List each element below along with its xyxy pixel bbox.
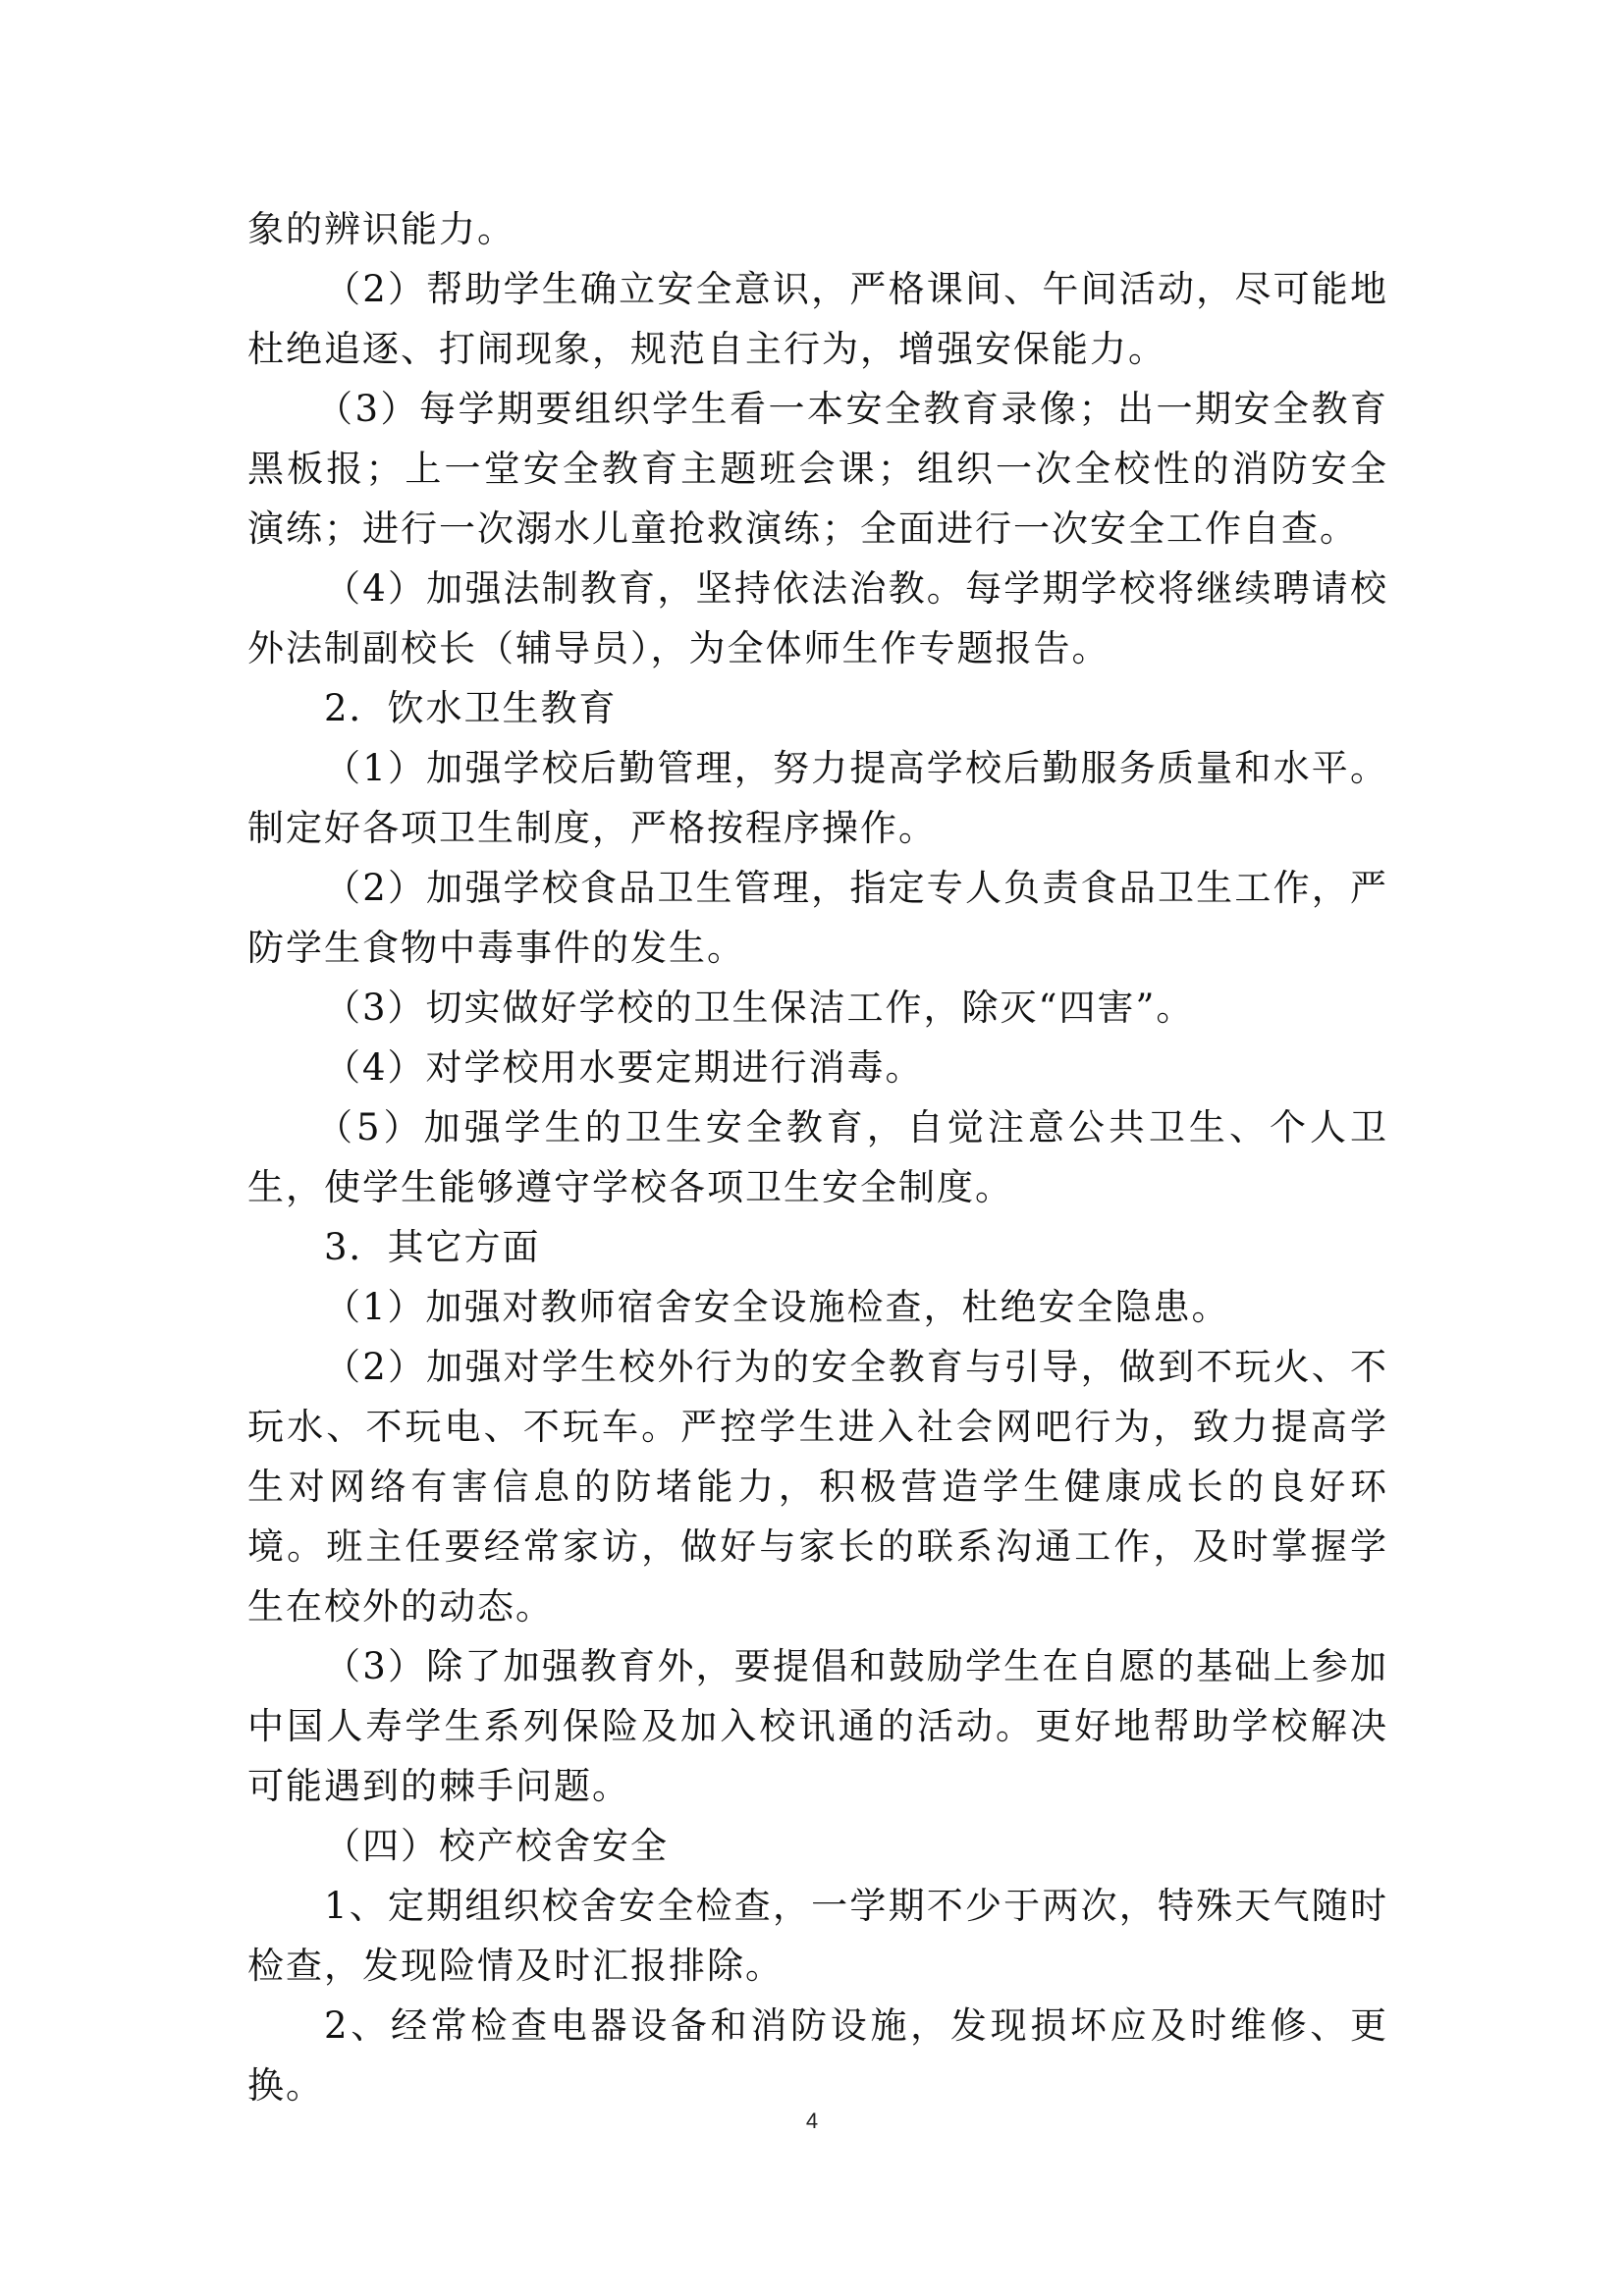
section-heading-other-aspects: 3．其它方面 [324, 1226, 541, 1268]
paragraph-item-4-legal-education: （4）加强法制教育，坚持依法治教。每学期学校将继续聘请校外法制副校长（辅导员），为全体师生作专题报告。 [247, 567, 1388, 669]
paragraph-item-1-dormitory: （1）加强对教师宿舍安全设施检查，杜绝安全隐患。 [324, 1286, 1230, 1328]
paragraph-item-1-logistics: （1）加强学校后勤管理，努力提高学校后勤服务质量和水平。制定好各项卫生制度，严格按程序操作。 [247, 747, 1388, 849]
paragraph-item-3-insurance: （3）除了加强教育外，要提倡和鼓励学生在自愿的基础上参加中国人寿学生系列保险及加入校讯通的活动。更好地帮助学校解决可能遇到的棘手问题。 [247, 1645, 1388, 1807]
section-heading-school-property: （四）校产校舍安全 [324, 1825, 669, 1867]
paragraph-item-5-hygiene-education: （5）加强学生的卫生安全教育，自觉注意公共卫生、个人卫生，使学生能够遵守学校各项卫生安全制度。 [247, 1106, 1388, 1208]
paragraph-item-2-safety-awareness: （2）帮助学生确立安全意识，严格课间、午间活动，尽可能地杜绝追逐、打闹现象，规范自主行为，增强安保能力。 [247, 268, 1388, 370]
section-heading-water-hygiene: 2．饮水卫生教育 [324, 687, 618, 729]
paragraph-item-2-equipment: 2、经常检查电器设备和消防设施，发现损坏应及时维修、更换。 [247, 2004, 1388, 2107]
paragraph-continuation: 象的辨识能力。 [247, 208, 515, 250]
paragraph-item-3-cleaning: （3）切实做好学校的卫生保洁工作，除灭“四害”。 [324, 987, 1195, 1029]
paragraph-item-2-food-hygiene: （2）加强学校食品卫生管理，指定专人负责食品卫生工作，严防学生食物中毒事件的发生。 [247, 867, 1388, 969]
paragraph-item-2-off-campus: （2）加强对学生校外行为的安全教育与引导，做到不玩火、不玩水、不玩电、不玩车。严控学生进入社会网吧行为，致力提高学生对网络有害信息的防堵能力，积极营造学生健康成长的良好环境。班主任要经常家访，做好与家长的联系沟通工作，及时掌握学生在校外的动态。 [247, 1346, 1388, 1628]
paragraph-item-1-inspection: 1、定期组织校舍安全检查，一学期不少于两次，特殊天气随时检查，发现险情及时汇报排除。 [247, 1885, 1388, 1987]
body-text [247, 199, 1388, 2115]
paragraph-item-3-semester-activities: （3）每学期要组织学生看一本安全教育录像；出一期安全教育黑板报；上一堂安全教育主题班会课；组织一次全校性的消防安全演练；进行一次溺水儿童抢救演练；全面进行一次安全工作自查。 [247, 388, 1388, 550]
paragraph-item-4-water-disinfection: （4）对学校用水要定期进行消毒。 [324, 1046, 924, 1089]
page-number: 4 [805, 2109, 819, 2133]
